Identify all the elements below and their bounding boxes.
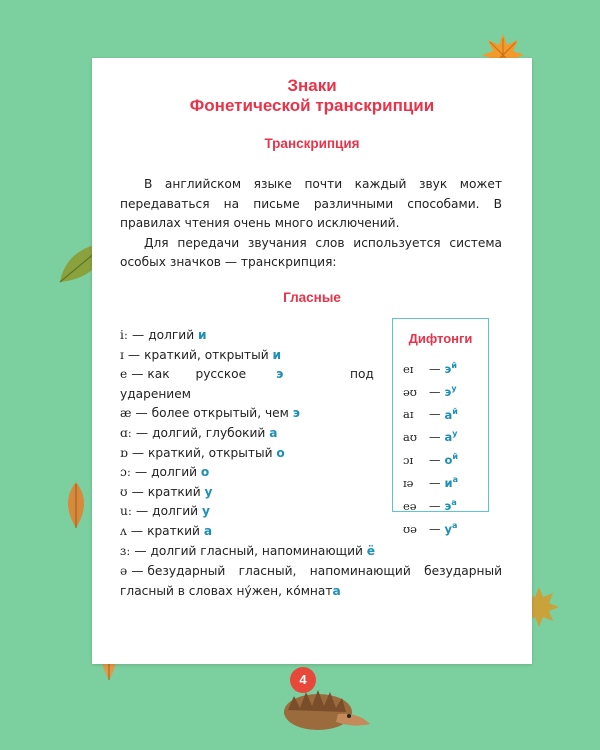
page-number: 4 [290, 667, 316, 693]
intro-paragraph-2: Для передачи звучания слов используется система особых значков — транскрипция: [120, 235, 502, 269]
vowel-accent: ё [366, 543, 376, 558]
vowel-row: ə — безударный гласный, напоминающий безударный гласный в словах нужен, комната [120, 564, 502, 598]
diphthongs-box [392, 318, 489, 536]
vowel-accent: о [200, 465, 210, 480]
diphthong-row: ɪə — $и^а$ [403, 475, 458, 490]
vowel-accent: и [198, 328, 207, 342]
vowel-row: ɪ — краткий, открытый и [120, 347, 282, 362]
vowel-accent: а [269, 425, 278, 440]
vowel-symbol: ʊ [120, 484, 128, 499]
vowel-accent: и [272, 347, 282, 362]
book-page [92, 58, 532, 664]
vowel-row: ɜː — долгий гласный, напоминающий ё [120, 543, 376, 558]
vowel-row: ʌ — краткий а [120, 523, 213, 538]
page-title-line2: Фонетической транскрипции [189, 96, 435, 115]
vowel-symbol: ɜː [120, 543, 131, 558]
leaf-icon [58, 480, 94, 530]
example-word-1: нужен, [236, 583, 283, 598]
vowel-row: ɔː — долгий о [120, 465, 210, 480]
diphthong-row: aʊ — $а^у$ [403, 429, 458, 445]
diphthong-row: əʊ — $э^у$ [403, 383, 457, 399]
diphthong-row: aɪ — $а^й$ [403, 406, 458, 422]
diphthong-row: eə — $э^а$ [403, 497, 457, 513]
vowel-accent: у [201, 504, 210, 519]
intro-paragraph-1: В английском языке почти каждый звук может передаваться на письме различными способами. В правилах чтения очень много исключений. [120, 177, 502, 230]
vowel-symbol: ʌ [120, 523, 127, 538]
page-title-line1: Знаки [287, 76, 337, 95]
intro-text [120, 175, 502, 273]
vowel-row: uː — долгий у [120, 504, 210, 519]
vowel-symbol: ɪ [120, 347, 124, 362]
vowel-row: e — как русское э под [120, 365, 382, 385]
vowel-row: æ — более открытый, чем э [120, 406, 300, 421]
vowel-symbol: iː [120, 328, 129, 342]
vowel-symbol: uː [120, 504, 132, 519]
vowel-symbol: ə [120, 564, 128, 578]
vowel-tail-text: под [350, 367, 374, 382]
vowel-symbol: ɔː [120, 465, 131, 480]
vowel-symbol: æ [120, 406, 132, 421]
vowel-symbol: ɒ [120, 445, 128, 460]
vowel-accent: а [332, 583, 341, 598]
section-title-transcription: Транскрипция [264, 136, 360, 151]
vowel-row: ʊ — краткий у [120, 484, 213, 499]
example-word-2: комната [285, 583, 341, 598]
vowel-tail-continuation: ударением [120, 386, 191, 401]
vowel-accent: э [276, 367, 284, 382]
vowel-symbol: e [120, 367, 128, 382]
vowel-row: ɑː — долгий, глубокий а [120, 425, 278, 440]
diphthongs-title: Дифтонги [408, 331, 473, 346]
vowel-accent: э [292, 406, 300, 421]
vowel-row: iː — долгий и [120, 328, 207, 342]
vowel-list [120, 326, 382, 561]
diphthong-row: ɔɪ — $о^й$ [403, 452, 459, 468]
vowel-accent: у [204, 484, 213, 499]
vowel-accent: а [203, 523, 213, 538]
vowel-symbol: ɑː [120, 425, 132, 440]
vowel-accent: о [276, 445, 285, 460]
diphthong-row: eɪ — $э^й$ [403, 361, 457, 376]
diphthong-row: ʊə — $у^а$ [403, 520, 458, 536]
section-title-vowels: Гласные [283, 290, 341, 305]
vowel-row: ɒ — краткий, открытый о [120, 445, 285, 460]
